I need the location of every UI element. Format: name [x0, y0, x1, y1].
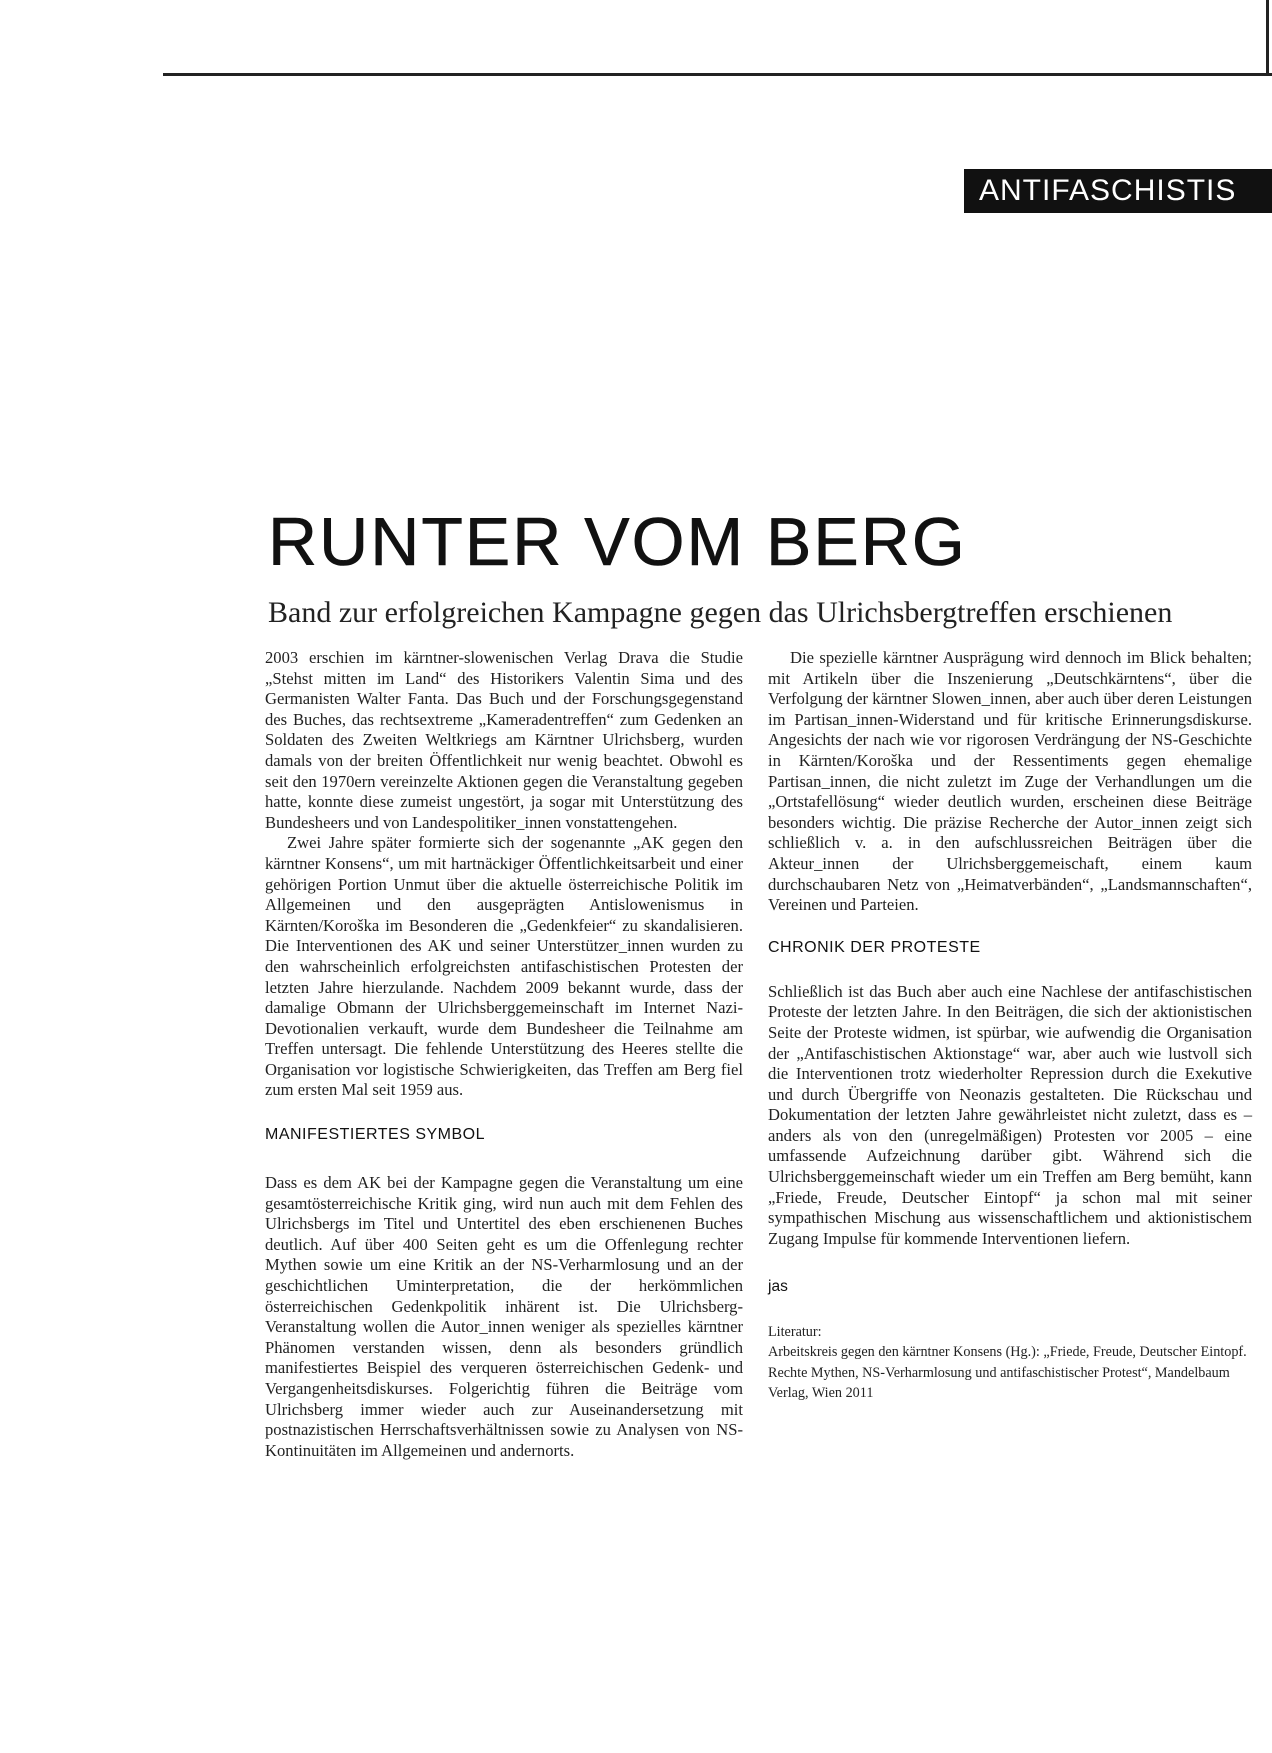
- right-edge-rule: [1266, 0, 1269, 76]
- paragraph: Schließlich ist das Buch aber auch eine Nachlese der antifaschistischen Proteste der letzten Jahre. In den Beiträgen, die sich der aktionistischen Seite der Proteste widmen, ist spürbar, wie aufwendig die Organisation der „Antifaschistischen Aktionstage“ war, aber auch wie lustvoll sich die Interventionen trotz wiederholter Repression durch die Exekutive und durch Übergriffe von Neonazis gestalteten. Die Rückschau und Dokumentation der letzten Jahre gewährleistet nicht zuletzt, dass es – anders als von den (unregelmäßigen) Protesten vor 2005 – eine umfassende Aufzeichnung darüber gibt. Während sich die Ulrichsberggemeinschaft wieder um ein Treffen am Berg bemüht, kann „Friede, Freude, Deutscher Eintopf“ ja schon mal mit seiner sympathischen Mischung aus wissenschaftlichem und aktionistischem Zugang Impulse für kommende Interventionen liefern.: [768, 981, 1252, 1248]
- section-heading-chronik-der-proteste: CHRONIK DER PROTESTE: [768, 938, 981, 956]
- literature-reference: Arbeitskreis gegen den kärntner Konsens (Hg.): „Friede, Freude, Deutscher Eintopf. Rechte Mythen, NS-Verharmlosung und antifaschistischer Protest“, Mandelbaum Verlag, Wien 2011: [768, 1344, 1247, 1402]
- section-banner: ANTIFASCHISTIS: [964, 169, 1272, 213]
- paragraph: Die spezielle kärntner Ausprägung wird dennoch im Blick behalten; mit Artikeln über die Inszenierung „Deutschkärntens“, über die Verfolgung der kärntner Slowen_innen, aber auch über deren Leistungen im Partisan_innen-Widerstand und für kritische Erinnerungsdiskurse. Angesichts der nach wie vor rigorosen Verdrängung der NS-Geschichte in Kärnten/Koroška und der Ressentiments gegen ehemalige Partisan_innen, die nicht zuletzt im Zuge der Verhandlungen um die „Ortstafellösung“ wieder deutlich wurden, erscheinen diese Beiträge besonders wichtig. Die präzise Recherche der Autor_innen zeigt sich schließlich v. a. in den aufschlussreichen Beiträgen über die Akteur_innen der Ulrichsberggemeischaft, einem kaum durchschaubaren Netz von „Heimatverbänden“, „Landsmannschaften“, Vereinen und Parteien.: [768, 648, 1252, 915]
- author-byline: jas: [768, 1278, 788, 1296]
- right-column: [768, 648, 1252, 1404]
- paragraph: Zwei Jahre später formierte sich der sogenannte „AK gegen den kärntner Konsens“, um mit hartnäckiger Öffentlichkeitsarbeit und einer gehörigen Portion Unmut über die aktuelle österreichische Politik im Allgemeinen und den ausgeprägten Antislowenismus in Kärnten/Koroška im Besonderen die „Gedenkfeier“ zu skandalisieren. Die Interventionen des AK und seiner Unterstützer_innen wurden zu den wahrscheinlich erfolgreichsten antifaschistischen Protesten der letzten Jahre hierzulande. Nachdem 2009 bekannt wurde, dass der damalige Obmann der Ulrichsberggemeinschaft im Internet Nazi-Devotionalien verkauft, wurde dem Bundesheer die Teilnahme am Treffen untersagt. Die fehlende Unterstützung des Heeres stellte die Organisation vor logistische Schwierigkeiten, das Treffen am Berg fiel zum ersten Mal seit 1959 aus.: [265, 833, 743, 1100]
- literature-label: Literatur:: [768, 1324, 822, 1341]
- top-rule: [163, 73, 1272, 76]
- section-heading-manifestiertes-symbol: MANIFESTIERTES SYMBOL: [265, 1126, 486, 1144]
- paragraph: Dass es dem AK bei der Kampagne gegen die Veranstaltung um eine gesamtösterreichische Kritik ging, wird nun auch mit dem Fehlen des Ulrichsbergs im Titel und Untertitel des eben erschienenen Buches deutlich. Auf über 400 Seiten geht es um die Offenlegung rechter Mythen sowie um eine Kritik an der NS-Verharmlosung und an der geschichtlichen Uminterpretation, die der herkömmlichen österreichischen Gedenkpolitik inhärent ist. Die Ulrichsberg-Veranstaltung wollen die Autor_innen weniger als spezielles kärntner Phänomen verstanden wissen, denn als besonders gründlich manifestiertes Beispiel des verqueren österreichischen Gedenk- und Vergangenheitsdiskurses. Folgerichtig führen die Beiträge vom Ulrichsberg immer wieder auch zur Auseinandersetzung mit postnazistischen Herrschaftsverhältnissen sowie zu Analysen von NS-Kontinuitäten im Allgemeinen und andernorts.: [265, 1173, 743, 1460]
- article-headline: RUNTER VOM BERG: [268, 504, 967, 580]
- left-column: [265, 648, 743, 1461]
- paragraph: 2003 erschien im kärntner-slowenischen Verlag Drava die Studie „Stehst mitten im Land“ des Historikers Valentin Sima und des Germanisten Walter Fanta. Das Buch und der Forschungsgegenstand des Buches, das rechtsextreme „Kameradentreffen“ zum Gedenken an Soldaten des Zweiten Weltkriegs am Kärntner Ulrichsberg, wurden damals von der breiten Öffentlichkeit nur wenig beachtet. Obwohl es seit den 1970ern vereinzelte Aktionen gegen die Veranstaltung gegeben hatte, konnte diese zumeist ungestört, ja sogar mit Unterstützung des Bundesheers und von Landespolitiker_innen vonstattengehen.: [265, 648, 743, 832]
- article-subtitle: Band zur erfolgreichen Kampagne gegen das Ulrichsbergtreffen erschienen: [268, 596, 1173, 629]
- literature-block: [768, 1322, 1252, 1404]
